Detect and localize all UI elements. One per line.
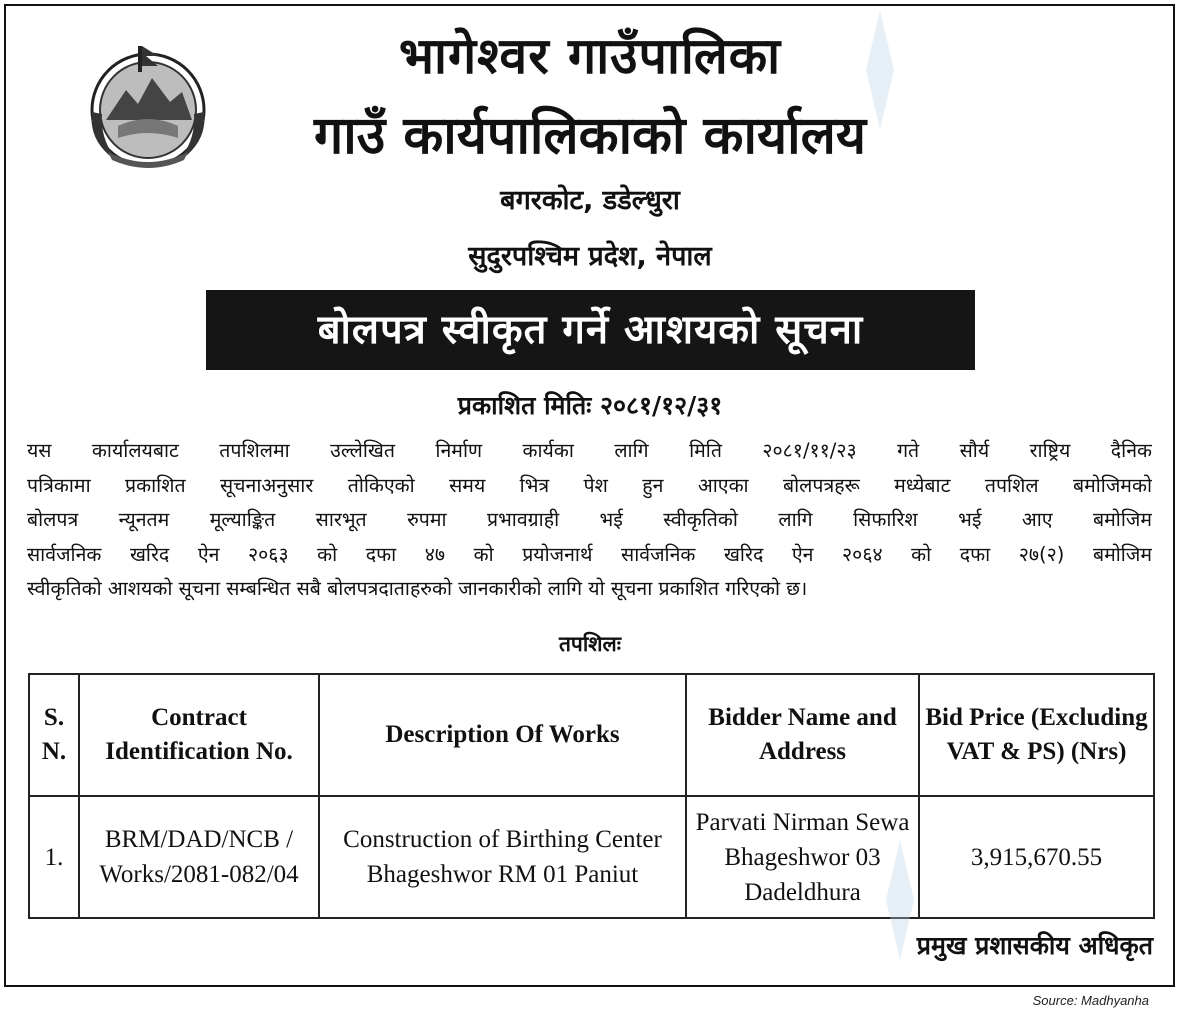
- published-date: प्रकाशित मितिः २०८१/१२/३१: [457, 391, 723, 420]
- body-line: सार्वजनिक खरिद ऐन २०६३ को दफा ४७ को प्रयोजनार्थ सार्वजनिक खरिद ऐन २०६४ को दफा २७(२) बमोजिम: [27, 542, 1152, 566]
- cell-bid-price: 3,915,670.55: [919, 796, 1154, 918]
- body-line: स्वीकृतिको आशयको सूचना सम्बन्धित सबै बोलपत्रदाताहरुको जानकारीको लागि यो सूचना प्रकाशित गरिएको छ।: [27, 577, 808, 601]
- cell-sn: 1.: [29, 796, 79, 918]
- notice-body: [27, 434, 1152, 607]
- notice-title-banner: बोलपत्र स्वीकृत गर्ने आशयको सूचना: [206, 290, 975, 370]
- source-credit: Source: Madhyanha: [1032, 993, 1149, 1008]
- office-name: गाउँ कार्यपालिकाको कार्यालय: [314, 106, 866, 166]
- body-line: यस कार्यालयबाट तपशिलमा उल्लेखित निर्माण कार्यका लागि मिति २०८१/११/२३ गते सौर्य राष्ट्रिय दैनिक: [27, 439, 1152, 462]
- cell-contract-id: BRM/DAD/NCB / Works/2081-082/04: [79, 796, 319, 918]
- nepal-emblem-icon: [78, 42, 218, 172]
- cell-description: Construction of Birthing Center Bhageshwor RM 01 Paniut: [319, 796, 686, 918]
- table-row: [29, 796, 1154, 918]
- header-contract-id: Contract Identification No.: [79, 674, 319, 796]
- municipality-name: भागेश्वर गाउँपालिका: [398, 27, 782, 85]
- cell-bidder: Parvati Nirman Sewa Bhageshwor 03 Dadeldhura: [686, 796, 919, 918]
- body-line: बोलपत्र न्यूनतम मूल्याङ्कित सारभूत रुपमा प्रभावग्राही भई स्वीकृतिको लागि सिफारिश भई आए बमोजिम: [27, 508, 1152, 532]
- schedule-label: तपशिलः: [558, 632, 622, 656]
- header-sn: S. N.: [29, 674, 79, 796]
- header-bid-price: Bid Price (Excluding VAT & PS) (Nrs): [919, 674, 1154, 796]
- body-line: पत्रिकामा प्रकाशित सूचनाअनुसार तोकिएको समय भित्र पेश हुन आएका बोलपत्रहरू मध्येबाट तपशिल बमोजिमको: [27, 473, 1152, 497]
- signature-title: प्रमुख प्रशासकीय अधिकृत: [916, 931, 1153, 960]
- table-header-row: [29, 674, 1154, 796]
- office-address: बगरकोट, डडेल्धुरा: [500, 185, 680, 216]
- header-description: Description Of Works: [319, 674, 686, 796]
- bid-table: [28, 673, 1155, 919]
- header-bidder: Bidder Name and Address: [686, 674, 919, 796]
- province-country: सुदुरपश्चिम प्रदेश, नेपाल: [468, 241, 712, 272]
